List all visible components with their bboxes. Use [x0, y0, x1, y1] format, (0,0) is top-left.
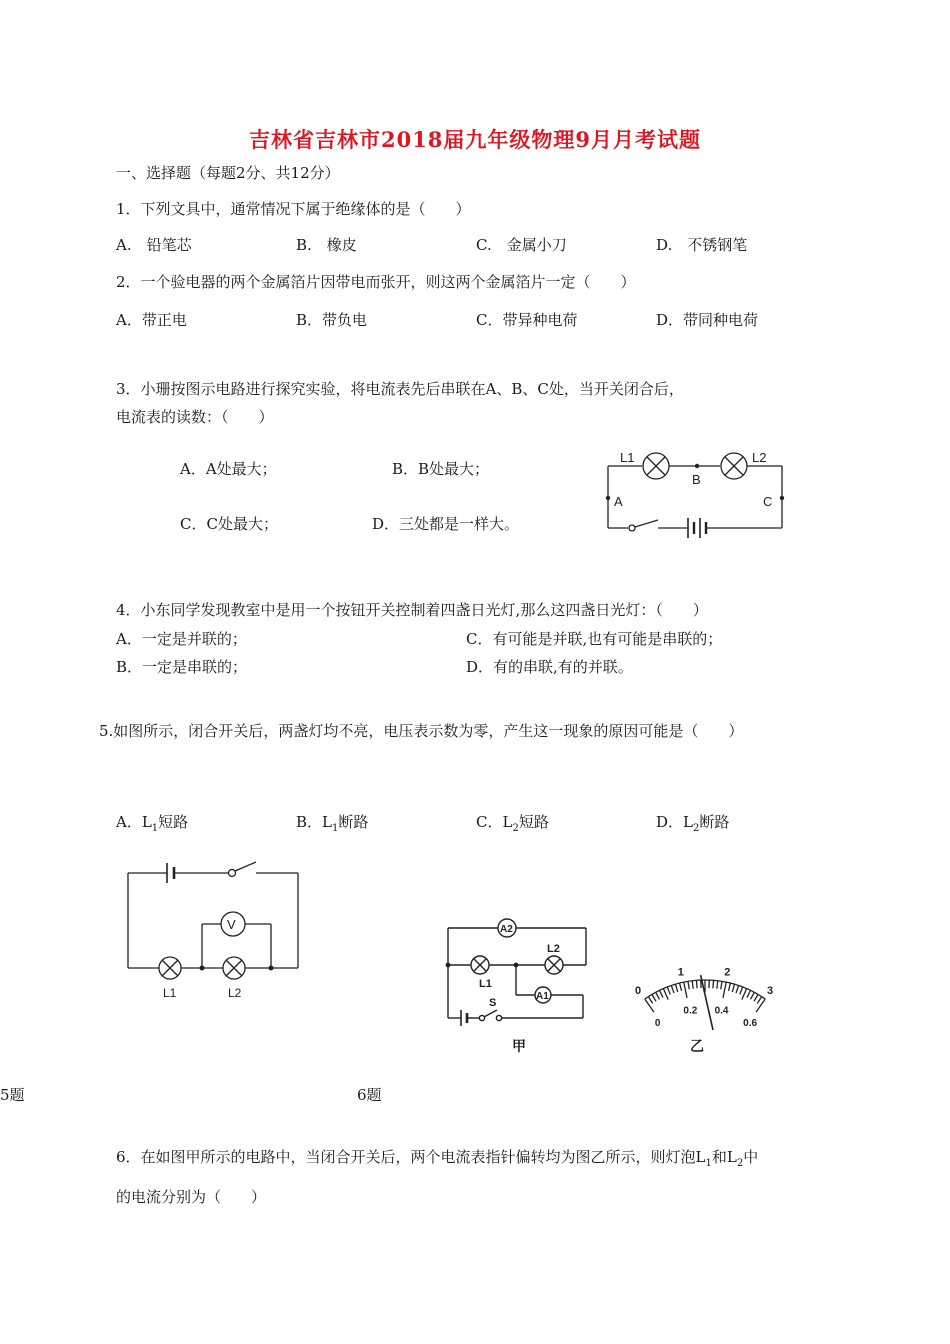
q5-fig-label-l2: L2	[228, 986, 242, 1000]
dial-label-bottom: 0	[654, 1017, 661, 1029]
q2-stem: 2．一个验电器的两个金属箔片因带电而张开，则这两个金属箔片一定（ ）	[116, 273, 636, 291]
fig6-label-l2: L2	[547, 943, 560, 955]
dial-tick	[652, 994, 656, 1001]
dial-tick	[671, 986, 674, 994]
fig6-caption-jia: 甲	[512, 1039, 526, 1055]
meter-needle	[701, 975, 713, 1030]
dial-tick	[754, 994, 758, 1001]
q4-option-d: D．有的串联,有的并联。	[466, 658, 633, 676]
q3-fig-label-l2: L2	[752, 450, 767, 465]
q5-option-b: B．$L_1$断路	[296, 813, 369, 834]
q5-fig-label-v: V	[227, 917, 236, 932]
fig6-label-a2: A2	[500, 924, 513, 935]
dial-tick	[675, 984, 677, 992]
dial-tick	[736, 986, 739, 994]
dial-tick	[751, 992, 755, 999]
q4-option-a: A．一定是并联的；	[116, 630, 247, 648]
dial-tick	[663, 989, 668, 1000]
q2-option-a: A．带正电	[116, 311, 187, 329]
dial-tick	[740, 987, 743, 994]
dial-tick	[721, 981, 722, 989]
dial-tick	[667, 987, 670, 994]
q6-stem-line1: 6．在如图甲所示的电路中，当闭合开关后，两个电流表指针偏转均为图乙所示，则灯泡$L_1$和$L_2$中	[116, 1148, 759, 1169]
fig6-caption: 6题	[357, 1086, 382, 1104]
dial-tick	[660, 990, 663, 997]
q5-fig-label-l1: L1	[163, 986, 177, 1000]
q3-option-b: B．B处最大；	[392, 460, 490, 478]
dial-label-bottom: 0.6	[743, 1017, 758, 1029]
q5-option-c: C．$L_2$短路	[476, 813, 549, 834]
dial-label-top: 2	[724, 966, 731, 979]
dial-tick	[680, 983, 682, 991]
fig5-caption: 5题	[0, 1086, 25, 1104]
q3-option-d: D．三处都是一样大。	[372, 515, 520, 533]
dial-tick	[757, 997, 761, 1004]
q4-option-b: B．一定是串联的；	[116, 658, 248, 676]
q1-option-a: A. 铅笔芯	[116, 236, 192, 254]
dial-tick	[717, 981, 718, 989]
dial-label-top: 3	[766, 984, 774, 997]
q6-stem-line2: 的电流分别为（ ）	[116, 1188, 267, 1206]
dial-tick	[684, 982, 687, 998]
dial-tick	[645, 999, 654, 1012]
q1-option-b: B. 橡皮	[296, 236, 357, 254]
dial-tick	[713, 980, 714, 988]
section-heading: 一、选择题（每题2分、共12分）	[116, 164, 340, 182]
fig6-caption-yi: 乙	[690, 1039, 704, 1055]
fig6-label-l1: L1	[479, 978, 492, 990]
dial-tick	[723, 982, 726, 998]
q3-circuit-diagram	[600, 448, 800, 548]
dial-label-top: 0	[635, 984, 642, 997]
q3-stem-line2: 电流表的读数：（ ）	[116, 408, 274, 426]
q2-option-b: B．带负电	[296, 311, 368, 329]
dial-label-bottom: 0.2	[683, 1005, 698, 1017]
dial-label-top: 1	[677, 966, 684, 979]
dial-tick	[756, 999, 765, 1012]
q1-stem: 1．下列文具中，通常情况下属于绝缘体的是（ ）	[116, 200, 471, 218]
dial-tick	[692, 981, 693, 989]
q4-stem: 4．小东同学发现教室中是用一个按钮开关控制着四盏日光灯,那么这四盏日光灯：（ ）	[116, 601, 708, 619]
fig6-label-s: S	[489, 997, 497, 1009]
fig6-label-a1: A1	[536, 991, 549, 1002]
q1-option-d: D. 不锈钢笔	[656, 236, 748, 254]
q3-fig-label-l1: L1	[620, 450, 635, 465]
dial-tick	[747, 990, 750, 997]
fig6-circuit-jia	[443, 918, 593, 1053]
q3-option-c: C．C处最大；	[180, 515, 278, 533]
q3-fig-label-a: A	[614, 494, 623, 509]
q4-option-c: C．有可能是并联,也有可能是串联的；	[466, 630, 723, 648]
q3-fig-label-c: C	[763, 494, 773, 509]
dial-tick	[656, 992, 660, 999]
fig6-ammeter-dial-yi	[595, 925, 815, 1055]
q2-option-c: C．带异种电荷	[476, 311, 578, 329]
page-title: 吉林省吉林市2018届九年级物理9月月考试题	[248, 127, 702, 152]
q3-option-a: A．A处最大；	[180, 460, 277, 478]
dial-tick	[696, 980, 697, 988]
q1-option-c: C. 金属小刀	[476, 236, 567, 254]
dial-tick	[648, 997, 652, 1004]
q5-option-a: A．$L_1$短路	[116, 813, 189, 834]
dial-label-bottom: 0.4	[714, 1005, 729, 1017]
dial-tick	[688, 981, 689, 989]
dial-tick	[728, 983, 730, 991]
q5-circuit-diagram	[120, 855, 310, 1005]
q5-stem: 5.如图所示，闭合开关后，两盏灯均不亮，电压表示数为零，产生这一现象的原因可能是（ ）	[99, 722, 744, 740]
q3-stem-line1: 3．小珊按图示电路进行探究实验，将电流表先后串联在A、B、C处，当开关闭合后，	[116, 380, 684, 398]
q5-option-d: D．$L_2$断路	[656, 813, 730, 834]
q2-option-d: D．带同种电荷	[656, 311, 759, 329]
dial-tick	[742, 989, 747, 1000]
q3-fig-label-b: B	[692, 472, 701, 487]
dial-tick	[732, 984, 734, 992]
